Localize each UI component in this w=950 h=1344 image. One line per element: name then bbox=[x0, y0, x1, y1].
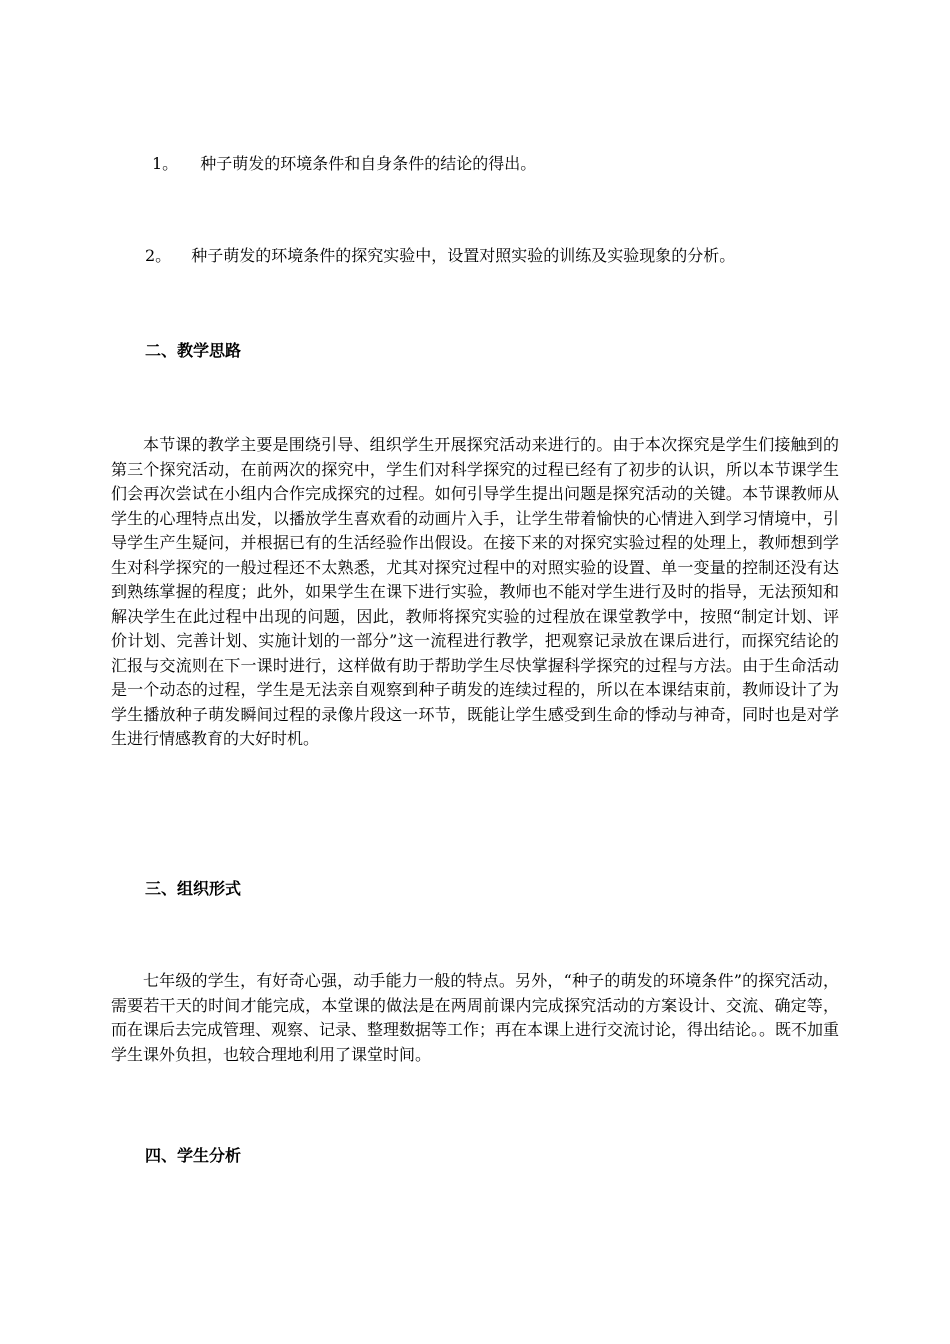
section-heading-student-analysis: 四、学生分析 bbox=[145, 1146, 242, 1165]
list-item-1 bbox=[152, 154, 536, 174]
section-heading-teaching-idea: 二、教学思路 bbox=[145, 341, 242, 360]
list-item-text: 种子萌发的环境条件和自身条件的结论的得出。 bbox=[200, 154, 537, 173]
list-item-text: 种子萌发的环境条件的探究实验中，设置对照实验的训练及实验现象的分析。 bbox=[191, 246, 736, 265]
list-item-number: 2。 bbox=[145, 246, 172, 265]
section-heading-organization: 三、组织形式 bbox=[145, 879, 242, 898]
paragraph-organization: 七年级的学生，有好奇心强，动手能力一般的特点。另外，“种子的萌发的环境条件”的探究活动，需要若干天的时间才能完成，本堂课的做法是在两周前课内完成探究活动的方案设计、交流、确定等，而在课后去完成管理、观察、记录、整理数据等工作；再在本课上进行交流讨论，得出结论。。既不加重学生课外负担，也较合理地利用了课堂时间。 bbox=[111, 971, 840, 1064]
list-item-2 bbox=[145, 246, 735, 266]
paragraph-teaching-idea: 本节课的教学主要是围绕引导、组织学生开展探究活动来进行的。由于本次探究是学生们接触到的第三个探究活动，在前两次的探究中，学生们对科学探究的过程已经有了初步的认识，所以本节课学生们会再次尝试在小组内合作完成探究的过程。如何引导学生提出问题是探究活动的关键。本节课教师从学生的心理特点出发，以播放学生喜欢看的动画片入手，让学生带着愉快的心情进入到学习情境中，引导学生产生疑问，并根据已有的生活经验作出假设。在接下来的对探究实验过程的处理上，教师想到学生对科学探究的一般过程还不太熟悉，尤其对探究过程中的对照实验的设置、单一变量的控制还没有达到熟练掌握的程度；此外，如果学生在课下进行实验，教师也不能对学生进行及时的指导，无法预知和解决学生在此过程中出现的问题，因此，教师将探究实验的过程放在课堂教学中，按照“制定计划、评价计划、完善计划、实施计划的一部分”这一流程进行教学，把观察记录放在课后进行，而探究结论的汇报与交流则在下一课时进行，这样做有助于帮助学生尽快掌握科学探究的过程与方法。由于生命活动是一个动态的过程，学生是无法亲自观察到种子萌发的连续过程的，所以在本课结束前，教师设计了为学生播放种子萌发瞬间过程的录像片段这一环节，既能让学生感受到生命的悸动与神奇，同时也是对学生进行情感教育的大好时机。 bbox=[111, 435, 839, 748]
list-item-number: 1。 bbox=[152, 154, 179, 173]
